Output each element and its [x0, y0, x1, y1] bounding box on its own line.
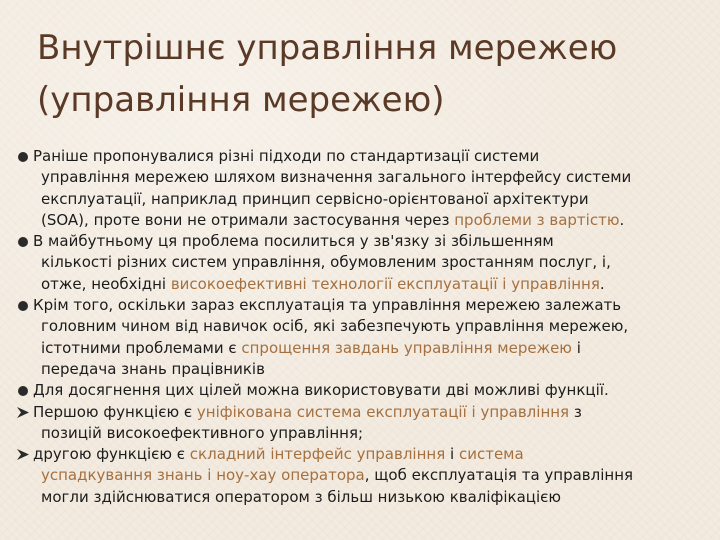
body-text: кількості різних систем управління, обумовленим зростанням послуг, і, — [41, 253, 611, 272]
bullet-line — [33, 210, 706, 231]
bullet-dot-icon — [18, 301, 28, 311]
body-text: . — [619, 210, 625, 229]
body-text: Крім того, оскільки зараз експлуатація та управління мережею залежать — [33, 296, 622, 315]
sub-bullet-item — [16, 444, 706, 508]
bullet-line — [33, 359, 706, 380]
body-text: і — [445, 445, 459, 464]
slide-title — [37, 22, 697, 126]
bullet-line — [33, 423, 706, 444]
body-text: управління мережею шляхом визначення загального інтерфейсу системи — [41, 168, 632, 187]
highlighted-text: система — [458, 445, 524, 464]
bullet-line — [33, 402, 706, 423]
bullet-line — [33, 380, 706, 401]
highlighted-text: проблеми з вартістю — [454, 210, 620, 229]
body-text: , щоб експлуатація та управління — [364, 466, 634, 485]
sub-bullet-item — [16, 402, 706, 445]
bullet-line — [33, 231, 706, 252]
body-text: могли здійснюватися оператором з більш низькою кваліфікацією — [41, 487, 562, 506]
bullet-list — [16, 146, 706, 508]
arrowhead-bullet-icon — [16, 406, 30, 419]
bullet-line — [33, 189, 706, 210]
body-text: . — [599, 274, 605, 293]
highlighted-text: уніфікована система експлуатації і управління — [196, 402, 570, 421]
bullet-dot-icon — [18, 386, 28, 396]
body-text: експлуатації, наприклад принцип сервісно-орієнтованої архітектури — [41, 189, 589, 208]
bullet-line — [33, 338, 706, 359]
bullet-item — [16, 146, 706, 231]
bullet-line — [33, 274, 706, 295]
body-text: Для досягнення цих цілей можна використовувати дві можливі функції. — [33, 381, 609, 400]
body-text: В майбутньому ця проблема посилиться у зв'язку зі збільшенням — [33, 232, 554, 251]
slide-title-line: Внутрішнє управління мережею — [37, 28, 618, 68]
body-text: позицій високоефективного управління; — [41, 423, 364, 442]
body-text: (SOA), проте вони не отримали застосування через — [41, 210, 455, 229]
bullet-item — [16, 295, 706, 380]
bullet-line — [33, 167, 706, 188]
bullet-item — [16, 380, 706, 401]
body-text: Першою функцією є — [33, 402, 197, 421]
highlighted-text: успадкування знань і ноу-хау оператора — [41, 466, 365, 485]
body-text: головним чином від навичок осіб, які забезпечують управління мережею, — [41, 317, 629, 336]
slide-title-line: (управління мережею) — [37, 80, 445, 120]
bullet-dot-icon — [18, 237, 28, 247]
body-text: і — [571, 338, 581, 357]
arrowhead-bullet-icon — [16, 448, 30, 461]
body-text: істотними проблемами є — [41, 338, 242, 357]
highlighted-text: спрощення завдань управління мережею — [241, 338, 572, 357]
bullet-line — [33, 316, 706, 337]
highlighted-text: складний інтерфейс управління — [189, 445, 446, 464]
bullet-line — [33, 444, 706, 465]
body-text: з — [569, 402, 582, 421]
body-text: отже, необхідні — [41, 274, 171, 293]
bullet-line — [33, 295, 706, 316]
body-text: Раніше пропонувалися різні підходи по стандартизації системи — [33, 147, 540, 165]
bullet-dot-icon — [18, 152, 28, 162]
body-text: передача знань працівників — [41, 359, 265, 378]
body-text: другою функцією є — [33, 445, 190, 464]
bullet-line — [33, 146, 706, 167]
bullet-item — [16, 231, 706, 295]
bullet-line — [33, 252, 706, 273]
bullet-line — [33, 465, 706, 486]
bullet-line — [33, 487, 706, 508]
highlighted-text: високоефективні технології експлуатації і управління — [170, 274, 600, 293]
